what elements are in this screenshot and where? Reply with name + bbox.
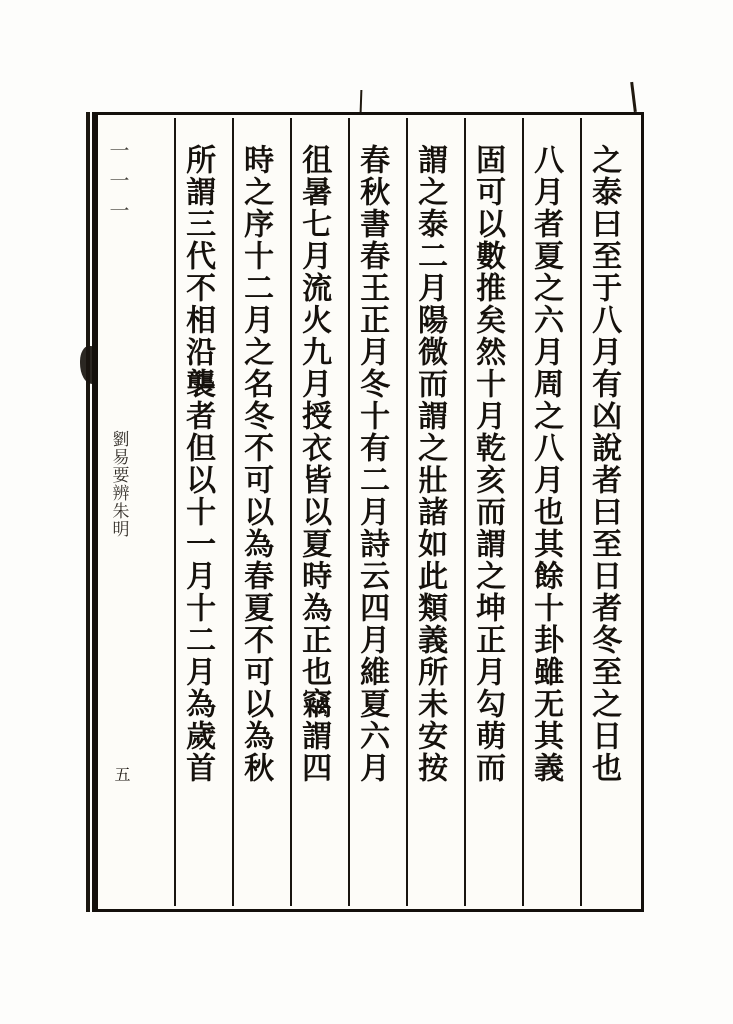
text-column xyxy=(174,118,232,906)
column-text: 春秋書春王正月冬十有二月詩云四月維夏六月 xyxy=(354,144,390,784)
column-text: 八月者夏之六月周之八月也其餘十卦雖无其義 xyxy=(528,144,564,784)
fold-line xyxy=(86,112,90,912)
text-column xyxy=(232,118,290,906)
column-text: 之泰曰至于八月有凶說者曰至日者冬至之日也 xyxy=(586,144,622,784)
text-column xyxy=(522,118,580,906)
text-column xyxy=(464,118,522,906)
text-column xyxy=(580,118,638,906)
column-text: 固可以數推矣然十月乾亥而謂之坤正月勾萌而 xyxy=(470,144,506,784)
text-columns xyxy=(98,118,638,906)
text-column xyxy=(290,118,348,906)
column-text: 時之序十二月之名冬不可以為春夏不可以為秋 xyxy=(238,144,274,784)
spine-title: 劉易要辨朱明 xyxy=(108,430,129,538)
text-column xyxy=(406,118,464,906)
column-text: 謂之泰二月陽微而謂之壯諸如此類義所未安按 xyxy=(412,144,448,784)
page-number: 五 xyxy=(112,766,131,782)
text-column xyxy=(348,118,406,906)
page-edge-tick-top xyxy=(360,90,363,112)
column-text: 徂暑七月流火九月授衣皆以夏時為正也竊謂四 xyxy=(296,144,332,784)
page-edge-tick-corner xyxy=(630,82,637,112)
spine-marks: 一一一 xyxy=(106,140,130,230)
column-text: 所謂三代不相沿襲者但以十一月十二月為歲首 xyxy=(180,144,216,784)
